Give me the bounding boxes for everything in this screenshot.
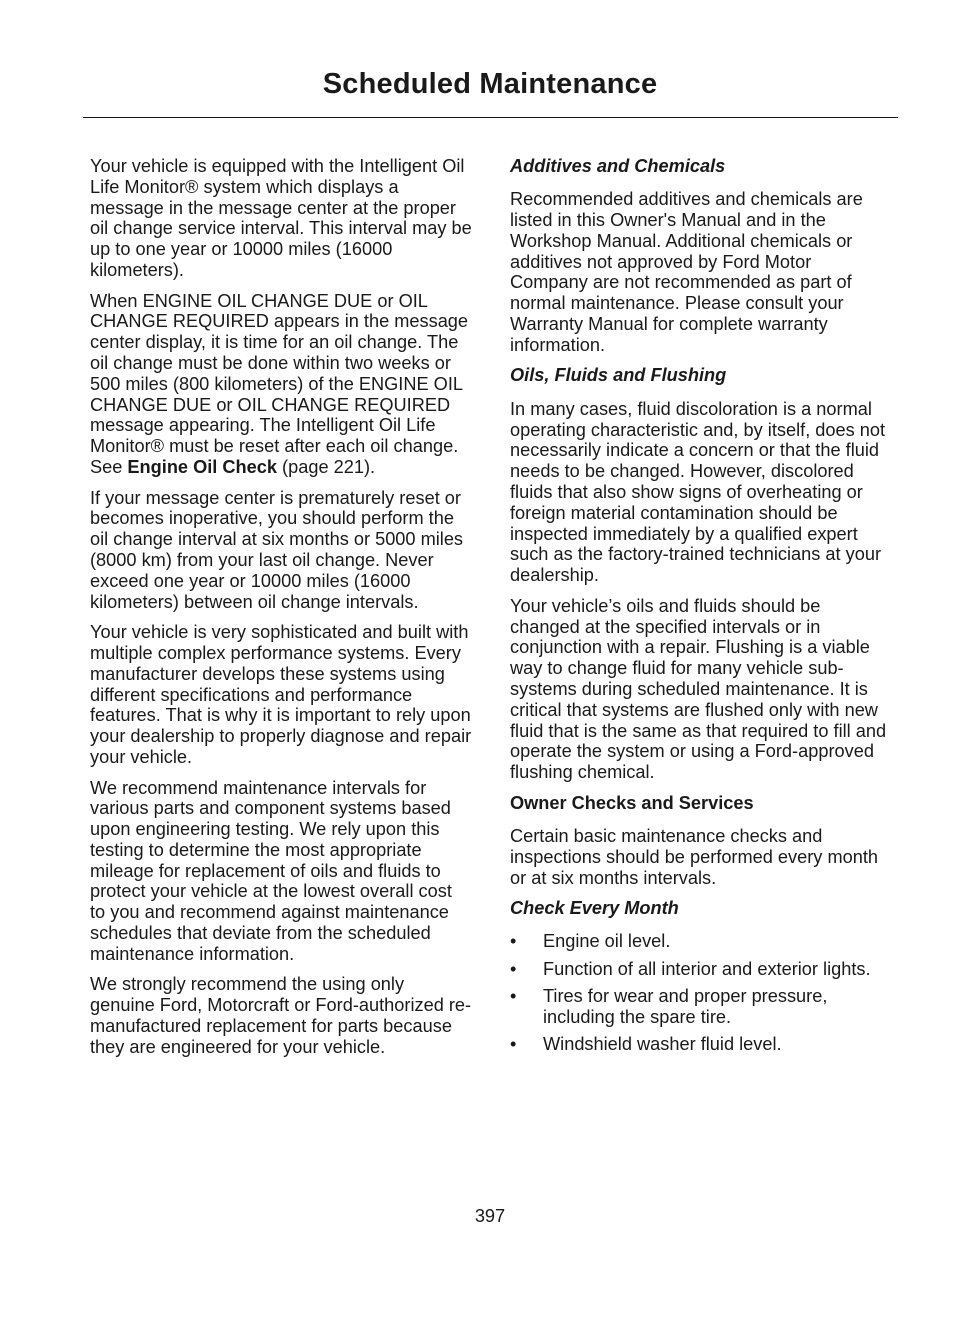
oils-fluids-heading: Oils, Fluids and Flushing xyxy=(510,365,727,386)
bullet-icon: • xyxy=(510,958,517,979)
list-item xyxy=(510,986,892,1028)
fluid-discoloration-paragraph: In many cases, fluid discoloration is a normal operating characteristic and, by itself, does not necessarily indicate a concern or that the fluid needs to be changed. However, discolored fluids that also show signs of overheating or foreign material contamination should be inspected immediately by a qualified expert such as the factory-trained technicians at your dealership. xyxy=(510,398,886,586)
right-column xyxy=(510,156,892,1061)
monthly-checks-list xyxy=(510,931,892,1054)
flushing-paragraph: Your vehicle’s oils and fluids should be changed at the specified intervals or in conjunction with a repair. Flushing is a viable way to change fluid for many vehicle sub-systems during scheduled maintenance. It is critical that systems are flushed only with new fluid that is the same as that required to fill and operate the system or using a Ford-approved flushing chemical. xyxy=(510,595,887,783)
bullet-icon: • xyxy=(510,1034,517,1055)
maintenance-intervals-paragraph: We recommend maintenance intervals for various parts and component systems based upon engineering testing. We rely upon this testing to determine the most appropriate mileage for replacement of oils and fluids to protect your vehicle at the lowest overall cost to you and recommend against maintenance schedules that deviate from the scheduled maintenance information. xyxy=(90,777,452,964)
left-column xyxy=(90,156,472,1067)
engine-oil-check-link[interactable]: Engine Oil Check xyxy=(127,456,277,477)
list-item xyxy=(510,959,892,980)
additives-paragraph: Recommended additives and chemicals are listed in this Owner's Manual and in the Workshop Manual. Additional chemicals or additives not approved by Ford Motor Company are not recommended as part of normal maintenance. Please consult your Warranty Manual for complete warranty information. xyxy=(510,189,863,355)
owner-checks-paragraph: Certain basic maintenance checks and inspections should be performed every month or at six months intervals. xyxy=(510,826,878,888)
list-item-text: Windshield washer fluid level. xyxy=(543,1034,782,1055)
oil-change-message-paragraph xyxy=(90,291,472,478)
title-divider xyxy=(83,117,898,118)
oil-change-message-text: When ENGINE OIL CHANGE DUE or OIL CHANGE REQUIRED appears in the message center display, it is time for an oil change. The oil change must be done within two weeks or 500 miles (800 kilometers) of the ENGINE OIL CHANGE DUE or OIL CHANGE REQUIRED message appearing. The Intelligent Oil Life Monitor® must be reset after each oil change. See xyxy=(90,290,469,477)
list-item-text: Tires for wear and proper pressure, including the spare tire. xyxy=(543,986,828,1027)
engine-oil-check-page-ref: (page 221). xyxy=(277,456,376,477)
bullet-icon: • xyxy=(510,931,517,952)
page-number: 397 xyxy=(474,1206,506,1226)
list-item-text: Engine oil level. xyxy=(543,931,671,952)
oil-life-monitor-paragraph: Your vehicle is equipped with the Intelligent Oil Life Monitor® system which displays a message in the message center at the proper oil change service interval. This interval may be up to one year or 10000 miles (16000 kilometers). xyxy=(90,156,472,280)
owner-checks-heading: Owner Checks and Services xyxy=(510,792,754,813)
check-every-month-heading: Check Every Month xyxy=(510,898,679,919)
list-item xyxy=(510,1034,892,1055)
additives-heading: Additives and Chemicals xyxy=(510,156,726,176)
list-item-text: Function of all interior and exterior lights. xyxy=(543,958,871,979)
page-title: Scheduled Maintenance xyxy=(322,68,658,100)
genuine-parts-paragraph: We strongly recommend the using only genuine Ford, Motorcraft or Ford-authorized re-manufactured replacement for parts because they are engineered for your vehicle. xyxy=(90,974,472,1057)
bullet-icon: • xyxy=(510,986,517,1007)
premature-reset-paragraph: If your message center is prematurely reset or becomes inoperative, you should perform the oil change interval at six months or 5000 miles (8000 km) from your last oil change. Never exceed one year or 10000 miles (16000 kilometers) between oil change intervals. xyxy=(90,487,464,612)
list-item xyxy=(510,931,892,952)
sophisticated-vehicle-paragraph: Your vehicle is very sophisticated and built with multiple complex performance systems. Every manufacturer develops these systems using different specifications and performance features. That is why it is important to rely upon your dealership to properly diagnose and repair your vehicle. xyxy=(90,622,472,767)
